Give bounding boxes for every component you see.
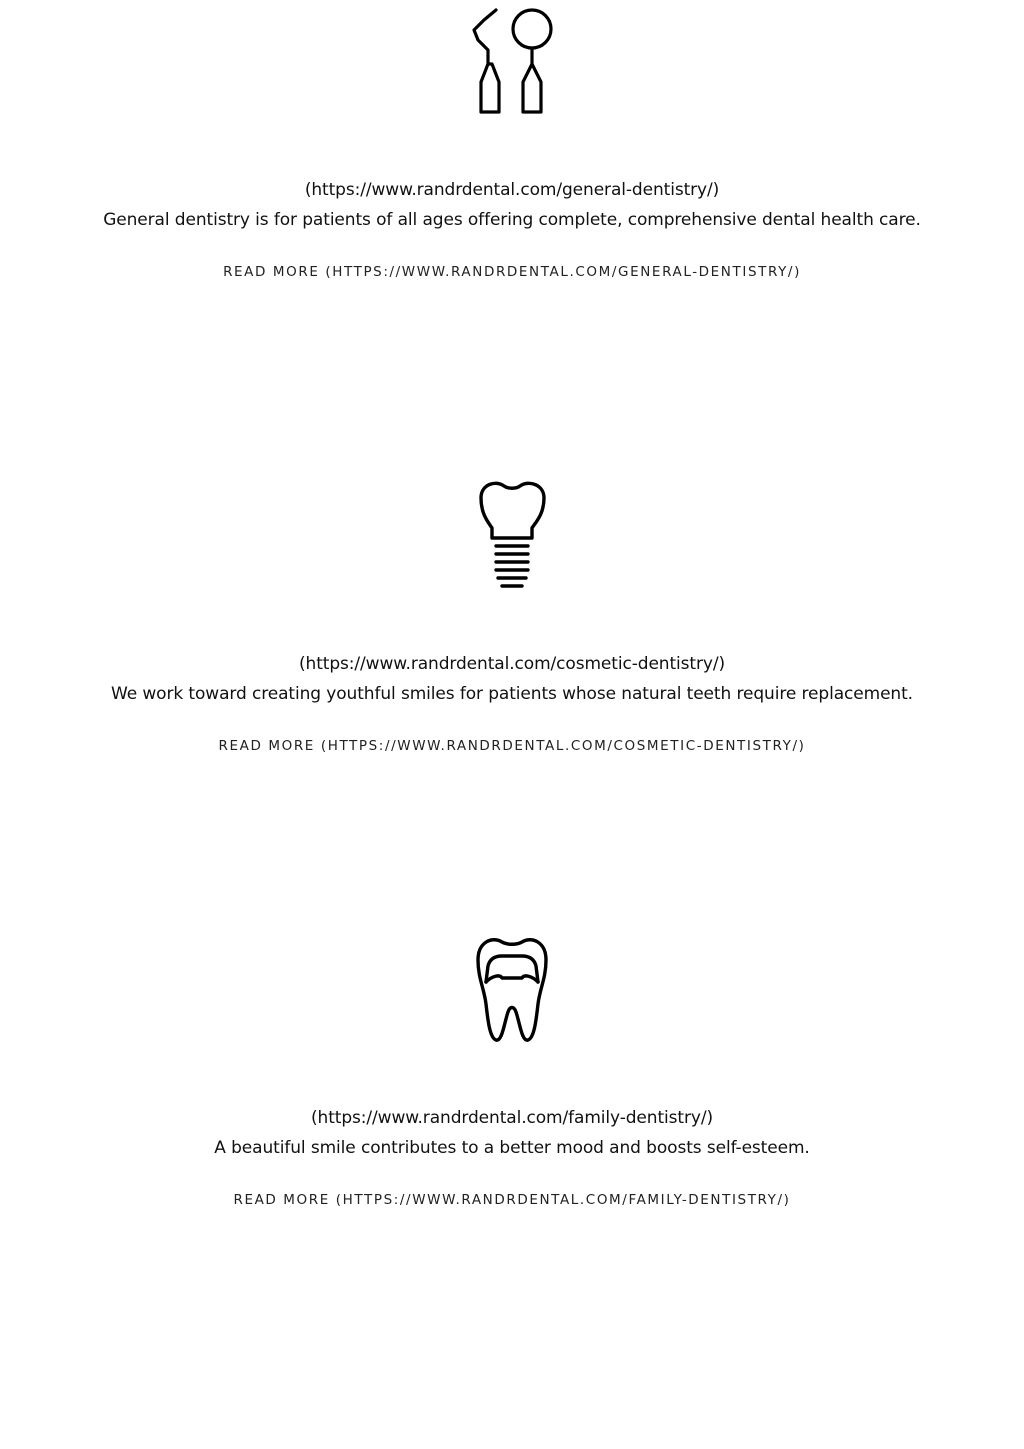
tooth-crown-icon bbox=[452, 930, 572, 1050]
service-link[interactable]: (https://www.randrdental.com/general-dentistry/) bbox=[304, 180, 720, 200]
read-more-link[interactable]: READ MORE (HTTPS://WWW.RANDRDENTAL.COM/COSMETIC-DENTISTRY/) bbox=[218, 738, 806, 754]
service-link[interactable]: (https://www.randrdental.com/cosmetic-dentistry/) bbox=[299, 654, 725, 674]
service-description: General dentistry is for patients of all ages offering complete, comprehensive dental health care. bbox=[103, 210, 921, 230]
service-description: A beautiful smile contributes to a better mood and boosts self-esteem. bbox=[214, 1138, 810, 1158]
service-link[interactable]: (https://www.randrdental.com/family-dentistry/) bbox=[310, 1108, 713, 1128]
dental-implant-icon bbox=[452, 476, 572, 596]
read-more-link[interactable]: READ MORE (HTTPS://WWW.RANDRDENTAL.COM/GENERAL-DENTISTRY/) bbox=[223, 264, 801, 280]
read-more-link[interactable]: READ MORE (HTTPS://WWW.RANDRDENTAL.COM/FAMILY-DENTISTRY/) bbox=[233, 1192, 791, 1208]
service-description: We work toward creating youthful smiles for patients whose natural teeth require replacement. bbox=[111, 684, 913, 704]
dental-tools-icon bbox=[452, 2, 572, 122]
